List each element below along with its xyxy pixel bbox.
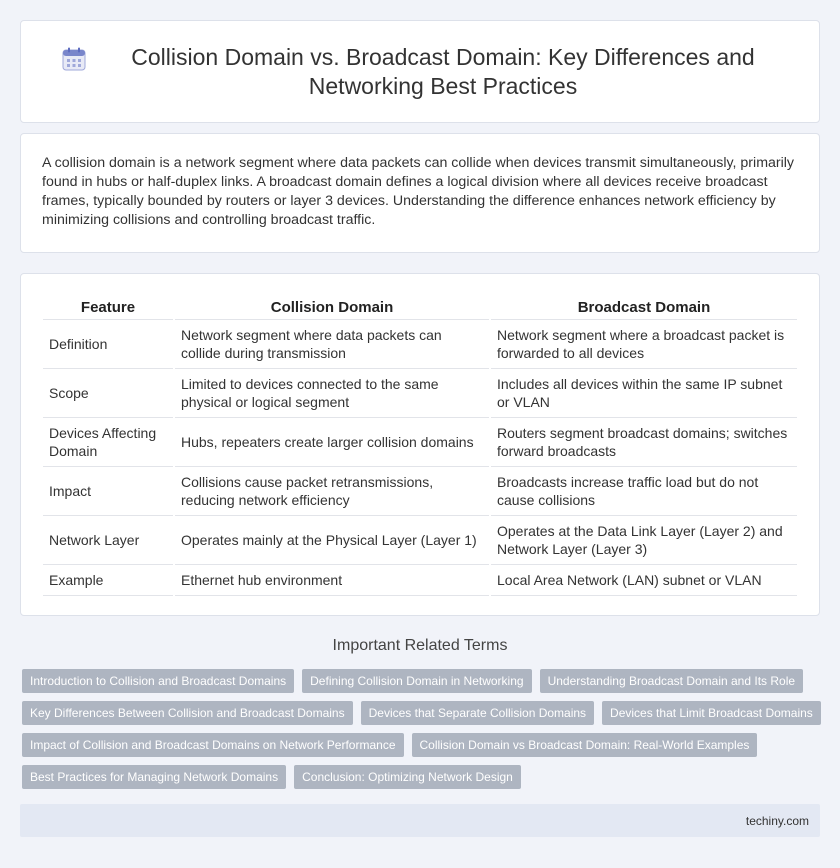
related-term-link[interactable]: Key Differences Between Collision and Broadcast Domains [22,701,353,725]
row-feature: Impact [43,467,173,516]
row-feature: Definition [43,320,173,369]
related-term-link[interactable]: Understanding Broadcast Domain and Its Role [540,669,803,693]
row-broadcast: Routers segment broadcast domains; switches forward broadcasts [491,418,797,467]
table-row [43,467,797,516]
row-broadcast: Local Area Network (LAN) subnet or VLAN [491,565,797,596]
row-collision: Limited to devices connected to the same physical or logical segment [175,369,489,418]
table-row [43,565,797,596]
table-header-row [43,295,797,320]
row-collision: Ethernet hub environment [175,565,489,596]
header-broadcast-domain: Broadcast Domain [491,295,797,320]
row-collision: Operates mainly at the Physical Layer (Layer 1) [175,516,489,565]
related-term-link[interactable]: Devices that Separate Collision Domains [361,701,594,725]
intro-card [20,133,820,253]
row-broadcast: Network segment where a broadcast packet is forwarded to all devices [491,320,797,369]
row-collision: Network segment where data packets can collide during transmission [175,320,489,369]
row-feature: Scope [43,369,173,418]
related-term-link[interactable]: Impact of Collision and Broadcast Domains on Network Performance [22,733,404,757]
row-collision: Collisions cause packet retransmissions, reducing network efficiency [175,467,489,516]
intro-paragraph: A collision domain is a network segment where data packets can collide when devices transmit simultaneously, primarily found in hubs or half-duplex links. A broadcast domain defines a logical division where all devices receive broadcast frames, typically bounded by routers or layer 3 devices. Understanding the difference enhances network efficiency by minimizing collisions and controlling broadcast traffic. [42,155,795,228]
row-broadcast: Broadcasts increase traffic load but do not cause collisions [491,467,797,516]
row-broadcast: Operates at the Data Link Layer (Layer 2) and Network Layer (Layer 3) [491,516,797,565]
footer [20,804,820,837]
comparison-table-card [20,273,820,616]
page-title: Collision Domain vs. Broadcast Domain: Key Differences and Networking Best Practices [131,43,755,99]
table-row [43,369,797,418]
header-collision-domain: Collision Domain [175,295,489,320]
row-feature: Devices Affecting Domain [43,418,173,467]
related-term-link[interactable]: Devices that Limit Broadcast Domains [602,701,821,725]
row-collision: Hubs, repeaters create larger collision domains [175,418,489,467]
related-term-link[interactable]: Conclusion: Optimizing Network Design [294,765,521,789]
related-term-link[interactable]: Introduction to Collision and Broadcast Domains [22,669,294,693]
row-feature: Example [43,565,173,596]
row-broadcast: Includes all devices within the same IP subnet or VLAN [491,369,797,418]
related-term-link[interactable]: Best Practices for Managing Network Domains [22,765,286,789]
related-terms-heading: Important Related Terms [332,637,508,654]
calendar-icon [61,46,87,72]
comparison-table [41,295,799,596]
table-row [43,320,797,369]
table-row [43,418,797,467]
header-card [20,20,820,123]
related-terms-list [22,669,822,789]
table-row [43,516,797,565]
header-feature: Feature [43,295,173,320]
related-term-link[interactable]: Collision Domain vs Broadcast Domain: Real-World Examples [412,733,758,757]
related-term-link[interactable]: Defining Collision Domain in Networking [302,669,531,693]
row-feature: Network Layer [43,516,173,565]
footer-brand[interactable]: techiny.com [745,813,809,828]
